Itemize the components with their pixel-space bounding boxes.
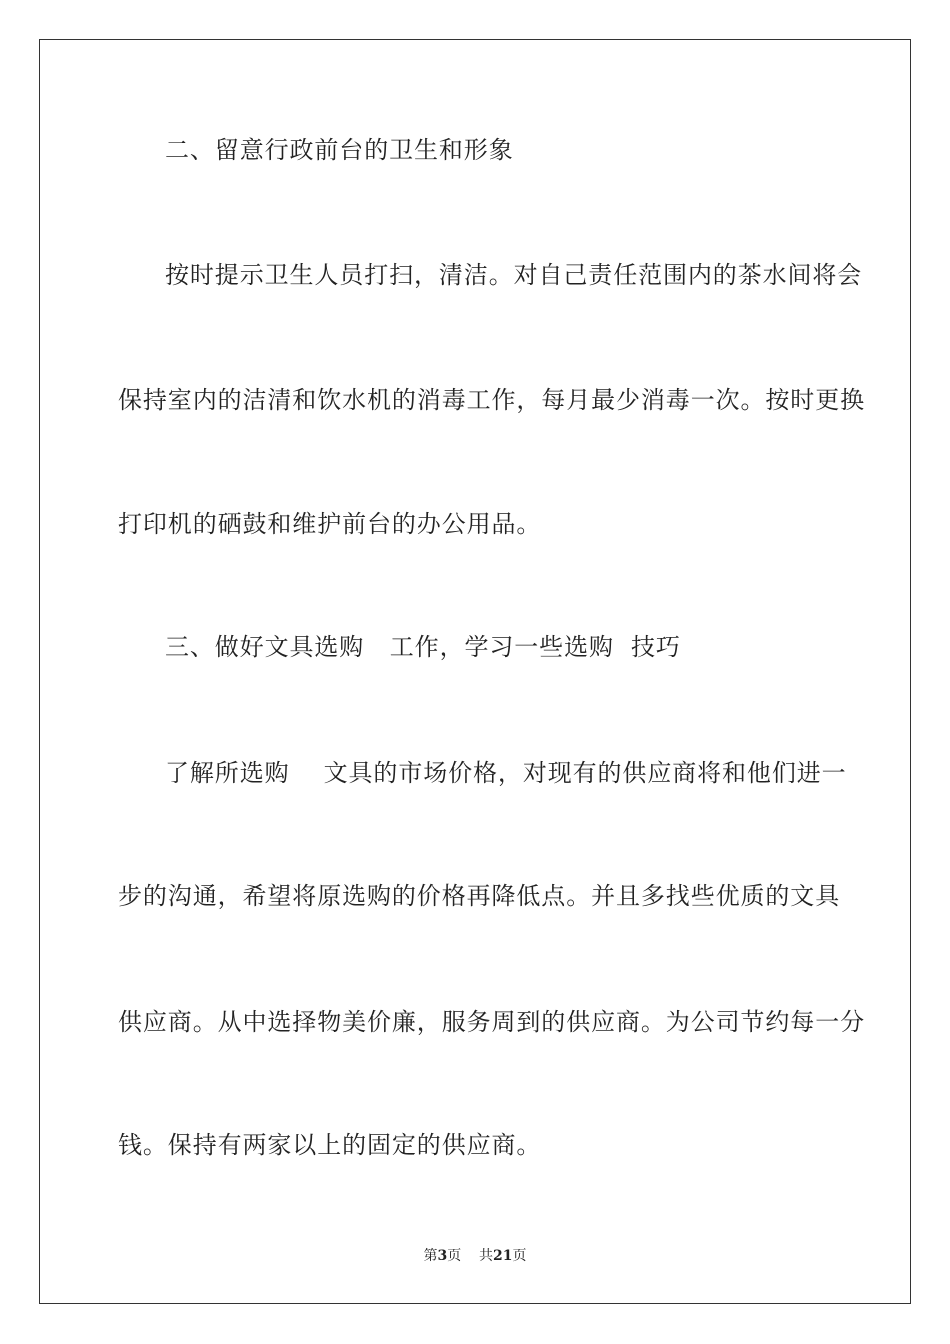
- paragraph-2-line-1: 了解所选购 文具的市场价格，对现有的供应商将和他们进一: [165, 759, 847, 787]
- footer-total-prefix: 共: [479, 1248, 494, 1264]
- page-footer: [0, 1246, 950, 1266]
- section-heading-3: 三、做好文具选购 工作，学习一些选购 技巧: [165, 633, 681, 661]
- footer-total-pages: 21: [493, 1248, 513, 1264]
- footer-page-prefix: 第: [423, 1248, 438, 1264]
- footer-page-suffix: 页: [447, 1248, 462, 1264]
- section-heading-2: 二、留意行政前台的卫生和形象: [165, 136, 514, 164]
- paragraph-1-line-2: 保持室内的洁清和饮水机的消毒工作，每月最少消毒一次。按时更换: [118, 386, 865, 414]
- paragraph-2-line-4: 钱。保持有两家以上的固定的供应商。: [118, 1131, 542, 1159]
- paragraph-1-line-3: 打印机的硒鼓和维护前台的办公用品。: [118, 510, 542, 538]
- paragraph-1-line-1: 按时提示卫生人员打扫，清洁。对自己责任范围内的茶水间将会: [165, 261, 863, 289]
- footer-total-suffix: 页: [512, 1248, 527, 1264]
- page-border: [39, 39, 911, 1304]
- paragraph-2-line-3: 供应商。从中选择物美价廉，服务周到的供应商。为公司节约每一分: [118, 1008, 865, 1036]
- footer-page-number: 3: [437, 1248, 448, 1264]
- paragraph-2-line-2: 步的沟通，希望将原选购的价格再降低点。并且多找些优质的文具: [118, 882, 841, 910]
